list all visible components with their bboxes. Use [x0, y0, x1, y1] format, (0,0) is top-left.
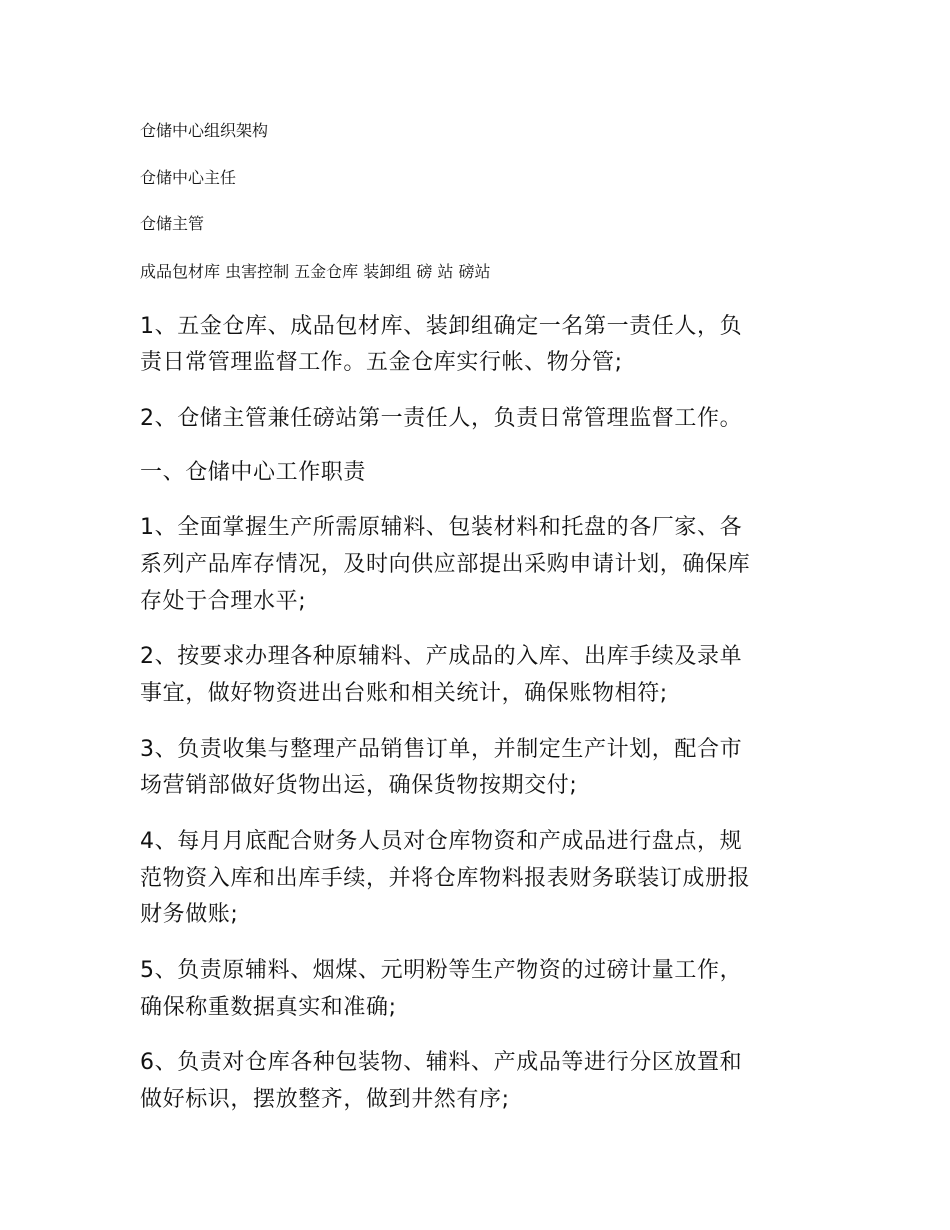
note-1-line-1: 1、五金仓库、成品包材库、装卸组确定一名第一责任人，负	[140, 314, 743, 339]
duty-2-line-1: 2、按要求办理各种原辅料、产成品的入库、出库手续及录单	[140, 644, 743, 669]
duty-1-line-3: 存处于合理水平;	[140, 589, 307, 614]
duty-5-line-2: 确保称重数据真实和准确;	[140, 995, 397, 1020]
org-chart-level-units: 成品包材库 虫害控制 五金仓库 装卸组 磅 站 磅站	[140, 262, 491, 281]
note-1-line-2: 责日常管理监督工作。五金仓库实行帐、物分管;	[140, 350, 623, 375]
duty-3-line-1: 3、负责收集与整理产品销售订单，并制定生产计划，配合市	[140, 737, 743, 762]
org-chart-title: 仓储中心组织架构	[140, 121, 269, 140]
note-2-line-1: 2、仓储主管兼任磅站第一责任人，负责日常管理监督工作。	[140, 406, 743, 431]
duty-4-line-3: 财务做账;	[140, 902, 239, 927]
section-heading: 一、仓储中心工作职责	[140, 460, 367, 485]
duty-6-line-1: 6、负责对仓库各种包装物、辅料、产成品等进行分区放置和	[140, 1050, 743, 1075]
duty-4-line-1: 4、每月月底配合财务人员对仓库物资和产成品进行盘点，规	[140, 829, 743, 854]
duty-6-line-2: 做好标识，摆放整齐，做到井然有序;	[140, 1087, 510, 1112]
duty-4-line-2: 范物资入库和出库手续，并将仓库物料报表财务联装订成册报	[140, 866, 751, 891]
duty-1-line-1: 1、全面掌握生产所需原辅料、包装材料和托盘的各厂家、各	[140, 515, 743, 540]
duty-3-line-2: 场营销部做好货物出运，确保货物按期交付;	[140, 773, 578, 798]
duty-5-line-1: 5、负责原辅料、烟煤、元明粉等生产物资的过磅计量工作，	[140, 958, 743, 983]
duty-2-line-2: 事宜，做好物资进出台账和相关统计，确保账物相符;	[140, 681, 668, 706]
duty-1-line-2: 系列产品库存情况，及时向供应部提出采购申请计划，确保库	[140, 552, 751, 577]
org-chart-level-supervisor: 仓储主管	[140, 214, 205, 233]
org-chart-level-director: 仓储中心主任	[140, 168, 237, 187]
